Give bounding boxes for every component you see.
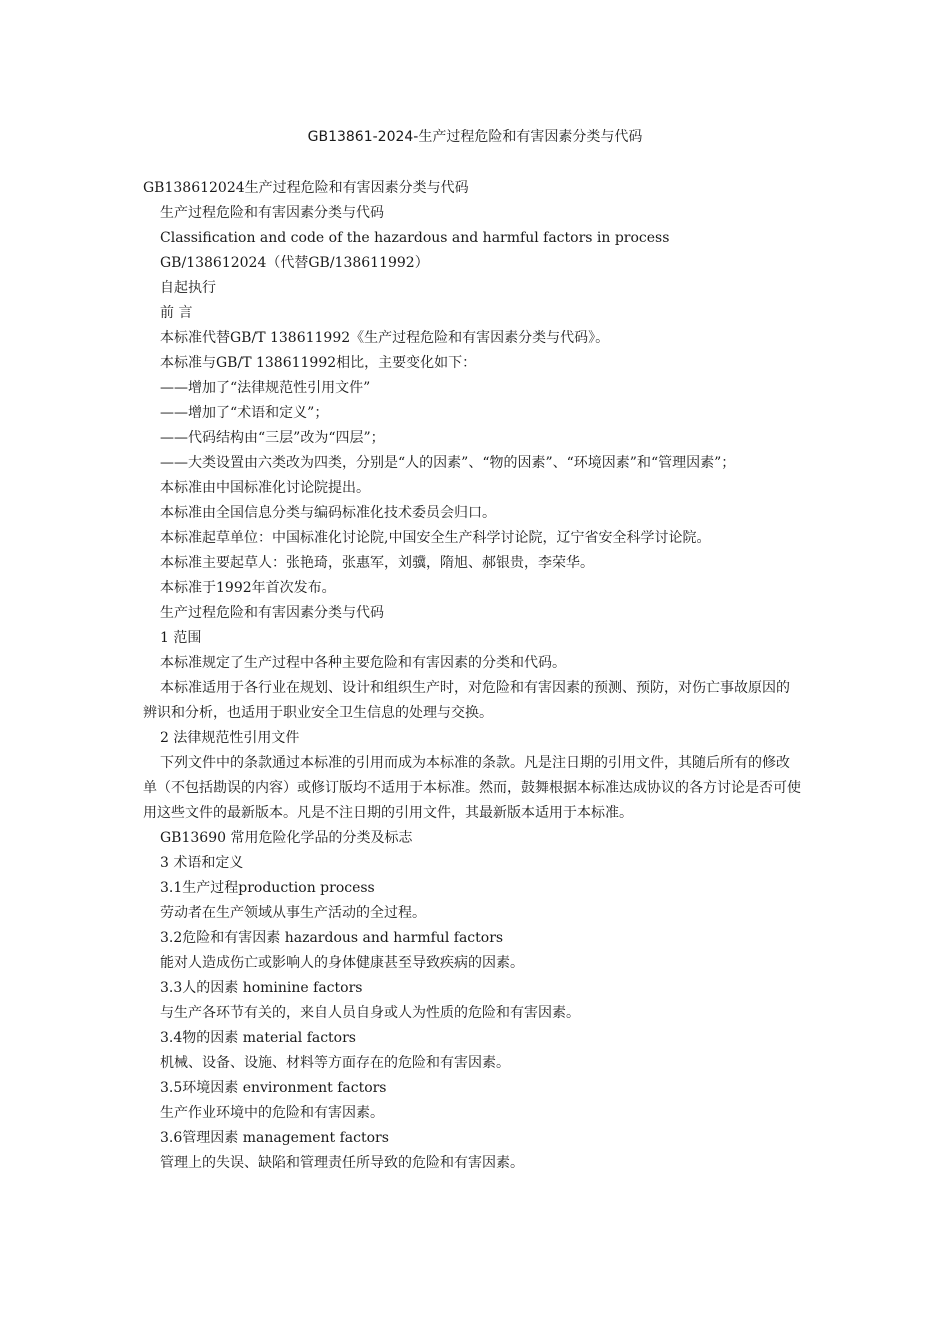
paragraph-line: 3 术语和定义 xyxy=(160,855,244,871)
paragraph-line: 本标准规定了生产过程中各种主要危险和有害因素的分类和代码。 xyxy=(160,655,566,671)
paragraph-line: 3.2危险和有害因素 hazardous and harmful factors xyxy=(160,930,504,946)
paragraph-line: 本标准代替GB/T 138611992《生产过程危险和有害因素分类与代码》。 xyxy=(160,330,610,346)
paragraph-line: 本标准于1992年首次发布。 xyxy=(160,580,336,596)
paragraph-line: ——大类设置由六类改为四类，分别是“人的因素”、“物的因素”、“环境因素”和“管理因素”； xyxy=(160,455,736,471)
paragraph-line: 本标准起草单位：中国标准化讨论院,中国安全生产科学讨论院，辽宁省安全科学讨论院。 xyxy=(160,530,711,546)
paragraph-line: GB/138612024（代替GB/138611992） xyxy=(160,255,429,271)
paragraph-line: 3.6管理因素 management factors xyxy=(160,1130,389,1146)
paragraph-line: 本标准主要起草人：张艳琦，张惠军，刘骥，隋旭、郝银贵，李荣华。 xyxy=(160,555,594,571)
document-body xyxy=(143,176,803,1176)
paragraph-line: 管理上的失误、缺陷和管理责任所导致的危险和有害因素。 xyxy=(160,1155,524,1171)
paragraph-line: 生产过程危险和有害因素分类与代码 xyxy=(160,205,384,221)
paragraph-line: 生产过程危险和有害因素分类与代码 xyxy=(160,605,384,621)
paragraph-line: 能对人造成伤亡或影响人的身体健康甚至导致疾病的因素。 xyxy=(160,955,524,971)
paragraph-line: 本标准由中国标准化讨论院提出。 xyxy=(160,480,370,496)
paragraph-line: 本标准适用于各行业在规划、设计和组织生产时，对危险和有害因素的预测、预防，对伤亡事故原因的辨识和分析，也适用于职业安全卫生信息的处理与交换。 xyxy=(143,680,790,721)
paragraph-line: Classification and code of the hazardous and harmful factors in process xyxy=(160,230,670,246)
paragraph-line: 生产作业环境中的危险和有害因素。 xyxy=(160,1105,384,1121)
paragraph-line: 本标准由全国信息分类与编码标准化技术委员会归口。 xyxy=(160,505,496,521)
paragraph-line: 与生产各环节有关的，来自人员自身或人为性质的危险和有害因素。 xyxy=(160,1005,580,1021)
paragraph-line: 3.4物的因素 material factors xyxy=(160,1030,356,1046)
paragraph-line: 机械、设备、设施、材料等方面存在的危险和有害因素。 xyxy=(160,1055,510,1071)
paragraph-line: 自起执行 xyxy=(160,280,216,296)
paragraph-line: 本标准与GB/T 138611992相比，主要变化如下： xyxy=(160,355,477,371)
paragraph-line: 1 范围 xyxy=(160,630,202,646)
paragraph-line: 2 法律规范性引用文件 xyxy=(160,730,300,746)
paragraph-line: 3.3人的因素 hominine factors xyxy=(160,980,363,996)
paragraph-line: GB13690 常用危险化学品的分类及标志 xyxy=(160,830,413,846)
paragraph-line: 劳动者在生产领域从事生产活动的全过程。 xyxy=(160,905,426,921)
paragraph-line: 3.1生产过程production process xyxy=(160,880,375,896)
paragraph-line: GB138612024生产过程危险和有害因素分类与代码 xyxy=(143,180,469,196)
paragraph-line: ——增加了“法律规范性引用文件” xyxy=(160,380,371,396)
paragraph-line: ——代码结构由“三层”改为“四层”； xyxy=(160,430,385,446)
paragraph-line: ——增加了“术语和定义”； xyxy=(160,405,329,421)
document-title: GB13861-2024-生产过程危险和有害因素分类与代码 xyxy=(307,129,643,145)
paragraph-line: 3.5环境因素 environment factors xyxy=(160,1080,387,1096)
paragraph-line: 前 言 xyxy=(160,305,193,321)
paragraph-line: 下列文件中的条款通过本标准的引用而成为本标准的条款。凡是注日期的引用文件，其随后所有的修改单（不包括勘误的内容）或修订版均不适用于本标准。然而，鼓舞根据本标准达成协议的各方讨论是否可使用这些文件的最新版本。凡是不注日期的引用文件，其最新版本适用于本标准。 xyxy=(143,755,801,821)
